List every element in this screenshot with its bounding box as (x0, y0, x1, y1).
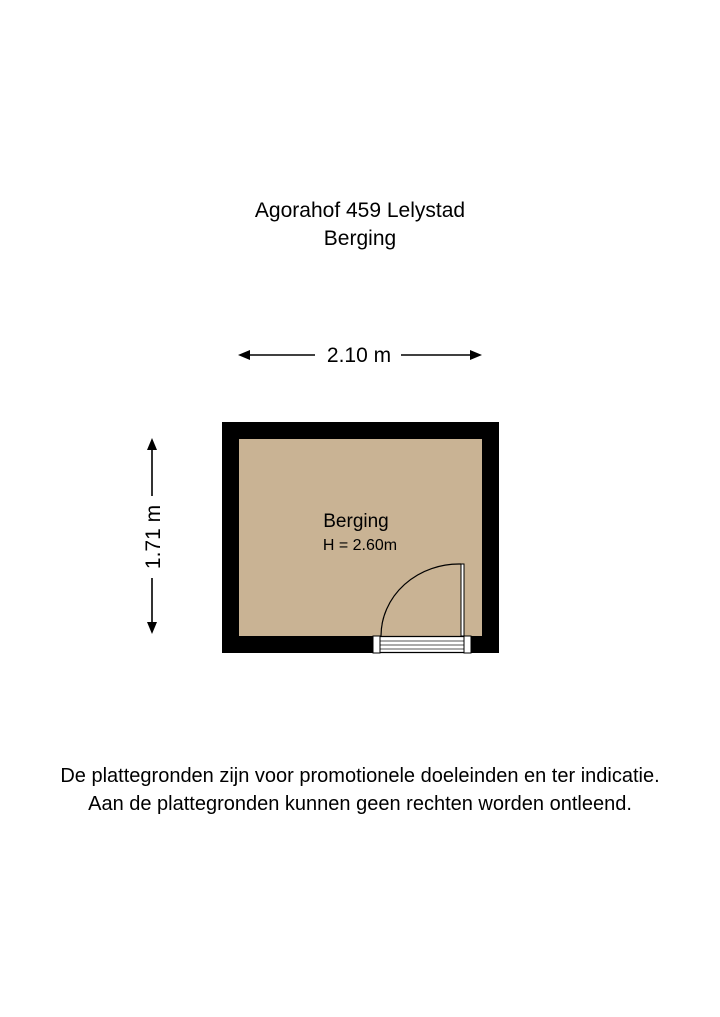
arrow-down-icon (147, 622, 157, 634)
room-berging (222, 422, 499, 653)
arrow-right-icon (470, 350, 482, 360)
floor-title: Berging (323, 227, 397, 250)
room-height-label: H = 2.60m (322, 537, 398, 554)
disclaimer-line-2: Aan de plattegronden kunnen geen rechten worden ontleend. (88, 793, 632, 815)
height-label: 1.71 m (142, 504, 165, 570)
width-dimension (238, 344, 482, 367)
height-dimension (142, 438, 165, 634)
disclaimer-line-1: De plattegronden zijn voor promotionele doeleinden en ter indicatie. (60, 765, 660, 787)
door-jamb-left (373, 636, 380, 653)
arrow-left-icon (238, 350, 250, 360)
arrow-up-icon (147, 438, 157, 450)
door-leaf (461, 564, 464, 636)
width-label: 2.10 m (326, 344, 392, 367)
door-jamb-right (464, 636, 471, 653)
room-name-label: Berging (323, 511, 389, 532)
address-title: Agorahof 459 Lelystad (254, 199, 466, 222)
